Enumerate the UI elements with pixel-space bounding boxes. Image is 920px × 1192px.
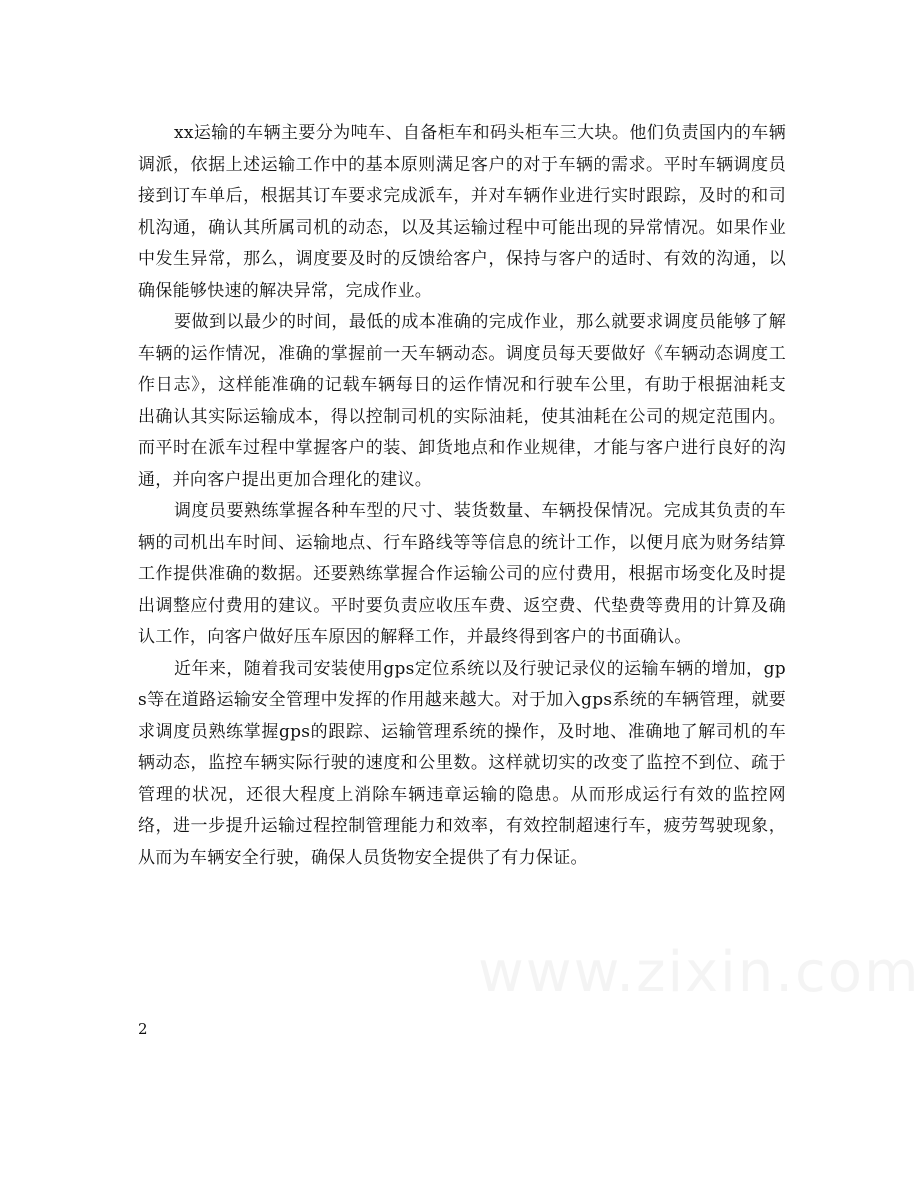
watermark: [478, 940, 920, 1005]
page-number: 2: [138, 1020, 148, 1038]
paragraph-3: 调度员要熟练掌握各种车型的尺寸、装货数量、车辆投保情况。完成其负责的车辆的司机出车时间、运输地点、行车路线等等信息的统计工作，以便月底为财务结算工作提供准确的数据。还要熟练掌握合作运输公司的应付费用，根据市场变化及时提出调整应付费用的建议。平时要负责应收压车费、返空费、代垫费等费用的计算及确认工作，向客户做好压车原因的解释工作，并最终得到客户的书面确认。: [138, 501, 786, 647]
document-body: [138, 118, 786, 874]
paragraph-4: 近年来，随着我司安装使用gps定位系统以及行驶记录仪的运输车辆的增加，gps等在道路运输安全管理中发挥的作用越来越大。对于加入gps系统的车辆管理，就要求调度员熟练掌握gps的跟踪、运输管理系统的操作，及时地、准确地了解司机的车辆动态，监控车辆实际行驶的速度和公里数。这样就切实的改变了监控不到位、疏于管理的状况，还很大程度上消除车辆违章运输的隐患。从而形成运行有效的监控网络，进一步提升运输过程控制管理能力和效率，有效控制超速行车，疲劳驾驶现象，从而为车辆安全行驶，确保人员货物安全提供了有力保证。: [138, 658, 786, 868]
paragraph-2: 要做到以最少的时间，最低的成本准确的完成作业，那么就要求调度员能够了解车辆的运作情况，准确的掌握前一天车辆动态。调度员每天要做好《车辆动态调度工作日志》，这样能准确的记载车辆每日的运作情况和行驶车公里，有助于根据油耗支出确认其实际运输成本，得以控制司机的实际油耗，使其油耗在公司的规定范围内。而平时在派车过程中掌握客户的装、卸货地点和作业规律，才能与客户进行良好的沟通，并向客户提出更加合理化的建议。: [138, 312, 786, 490]
paragraph-1: xx运输的车辆主要分为吨车、自备柜车和码头柜车三大块。他们负责国内的车辆调派，依据上述运输工作中的基本原则满足客户的对于车辆的需求。平时车辆调度员接到订车单后，根据其订车要求完成派车，并对车辆作业进行实时跟踪，及时的和司机沟通，确认其所属司机的动态，以及其运输过程中可能出现的异常情况。如果作业中发生异常，那么，调度要及时的反馈给客户，保持与客户的适时、有效的沟通，以确保能够快速的解决异常，完成作业。: [138, 123, 786, 301]
